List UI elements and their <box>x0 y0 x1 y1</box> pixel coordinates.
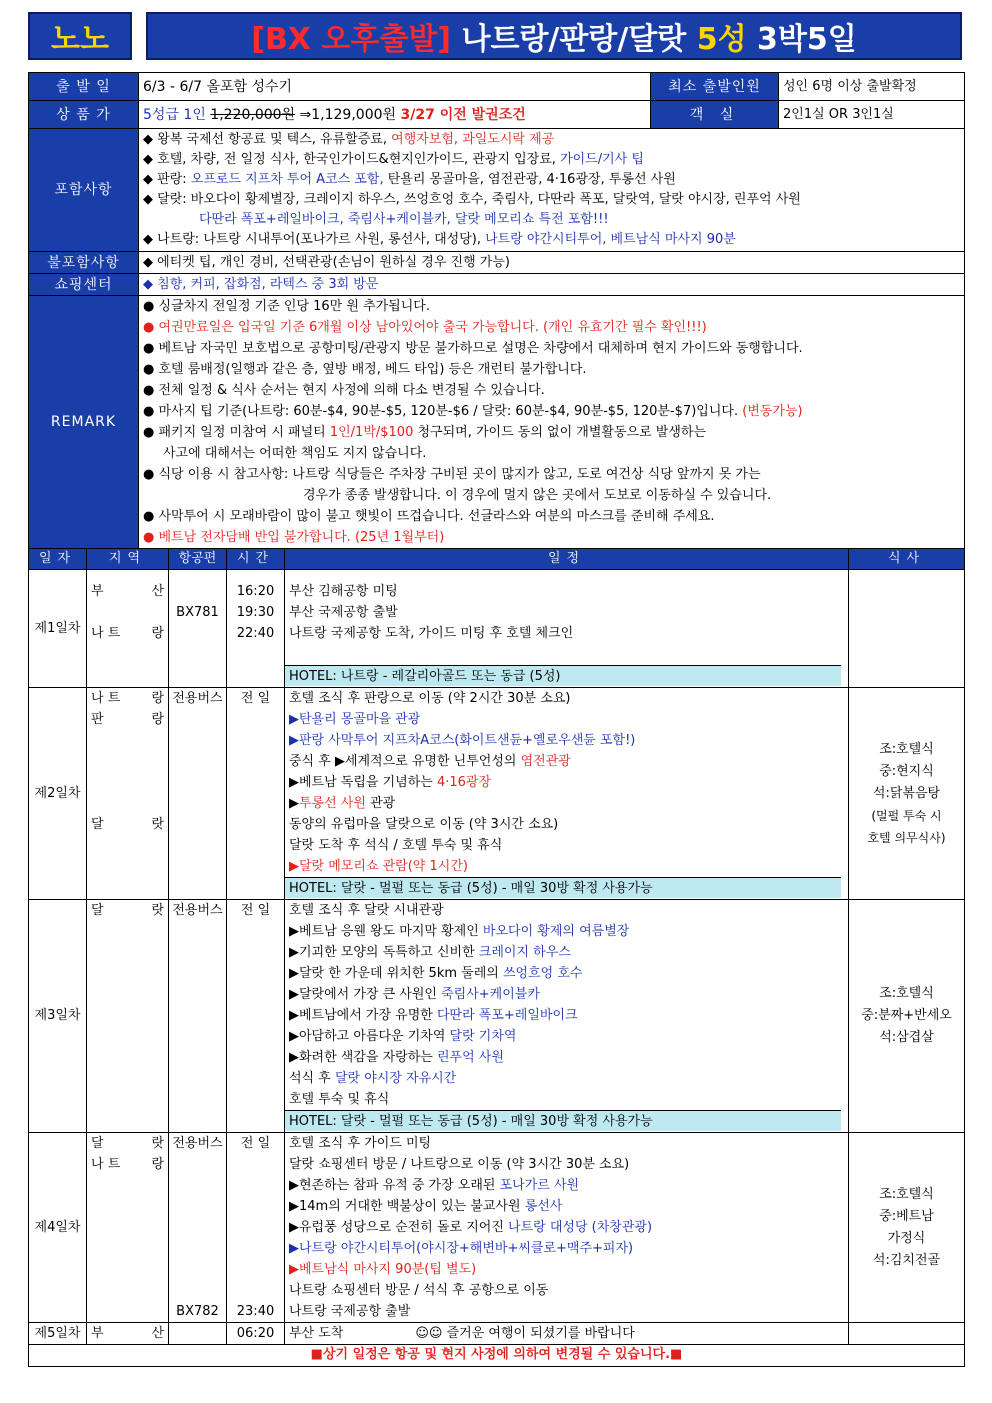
footer-notice: ■상기 일정은 항공 및 현지 사정에 의하여 변경될 수 있습니다.■ <box>29 1345 965 1367</box>
day-1-plan: 부산 김해공항 미팅 부산 국제공항 출발 나트랑 국제공항 도착, 가이드 미팅 후 호텔 체크인 HOTEL: 나트랑 - 레갈리아골드 또는 동급 (5성) <box>285 570 849 688</box>
day-2-transport: 전용버스 <box>169 688 227 900</box>
exclude-value: ◆ 에티켓 팁, 개인 경비, 선택관광(손님이 원하실 경우 진행 가능) <box>139 252 965 274</box>
day-4-row <box>29 1133 965 1323</box>
day-1-region: 부 산 나 트 랑 <box>87 570 169 688</box>
day-label: 제4일차 <box>29 1133 87 1323</box>
page-title: [BX 오후출발] 나트랑/판랑/달랏 5성 3박5일 <box>146 12 962 60</box>
day-2-meal: 조:호텔식 중:현지식 석:닭볶음탕 (멀펄 투숙 시 호텔 의무식사) <box>849 688 965 900</box>
day-1-row <box>29 570 965 688</box>
room-label: 객 실 <box>651 101 779 129</box>
day-5-time: 06:20 <box>227 1323 285 1345</box>
price-label: 상 품 가 <box>29 101 139 129</box>
minpax-value: 성인 6명 이상 출발확정 <box>779 73 965 101</box>
day-1-hotel: HOTEL: 나트랑 - 레갈리아골드 또는 동급 (5성) <box>285 665 841 686</box>
exclude-label: 불포함사항 <box>29 252 139 274</box>
day-4-region: 달 랏 나 트 랑 <box>87 1133 169 1323</box>
day-5-meal <box>849 1323 965 1345</box>
col-day: 일자 <box>29 549 87 570</box>
depart-value: 6/3 - 6/7 올포함 성수기 <box>139 73 651 101</box>
day-3-plan: 호텔 조식 후 달랏 시내관광 ▶베트남 응웬 왕도 마지막 황제인 바오다이 황제의 여름별장 ▶기괴한 모양의 독특하고 신비한 크레이지 하우스 ▶달랏 한 가운데 위치한 5km 둘레의 쓰엉흐엉 호수 ▶달랏에서 가장 큰 사원인 죽림사+케이블카 ▶베트남에서 가장 유명한 다딴라 폭포+레일바이크 ▶아담하고 아름다운 기차역 달랏 기차역 ▶화려한 색감을 자랑하는 린푸억 사원 석식 후 달랏 야시장 자유시간 호텔 투숙 및 휴식 HOTEL: 달랏 - 멀펄 또는 동급 (5성) - 매일 30방 확정 사용가능 <box>285 900 849 1133</box>
schedule-table <box>28 548 965 1367</box>
day-4-transport: 전용버스 BX782 <box>169 1133 227 1323</box>
remark-label: REMARK <box>29 296 139 549</box>
day-label: 제2일차 <box>29 688 87 900</box>
col-region: 지역 <box>87 549 169 570</box>
col-plan: 일정 <box>285 549 849 570</box>
day-5-flight <box>169 1323 227 1345</box>
day-4-time: 전 일 23:40 <box>227 1133 285 1323</box>
day-label: 제3일차 <box>29 900 87 1133</box>
include-list: ◆ 왕복 국제선 항공료 및 텍스, 유류할증료, 여행자보험, 과일도시락 제공 ◆ 호텔, 차량, 전 일정 식사, 한국인가이드&현지인가이드, 관광지 입장료, 가이드/기사 팁 ◆ 판랑: 오프로드 지프차 투어 A코스 포함, 탄욜리 몽골마을, 염전관광, 4·16광장, 투롱선 사원 ◆ 달랏: 바오다이 황제별장, 크레이지 하우스, 쓰엉흐엉 호수, 죽림사, 다딴라 폭포, 달랏역, 달랏 야시장, 린푸억 사원 다딴라 폭포+레일바이크, 죽림사+케이블카, 달랏 메모리쇼 특전 포함!!! ◆ 나트랑: 나트랑 시내투어(포나가르 사원, 롱선사, 대성당), 나트랑 야간시티투어, 베트남식 마사지 90분 <box>139 129 965 252</box>
day-4-meal: 조:호텔식 중:베트남 가정식 석:김치전골 <box>849 1133 965 1323</box>
day-2-plan: 호텔 조식 후 판랑으로 이동 (약 2시간 30분 소요) ▶탄욜리 몽골마을 관광 ▶판랑 사막투어 지프차A코스(화이트샌듄+옐로우샌듄 포함!) 중식 후 ▶세계적으로 유명한 닌투언성의 염전관광 ▶베트남 독립을 기념하는 4·16광장 ▶투롱선 사원 관광 동양의 유럽마을 달랏으로 이동 (약 3시간 소요) 달랏 도착 후 석식 / 호텔 투숙 및 휴식 ▶달랏 메모리쇼 관람(약 1시간) HOTEL: 달랏 - 멀펄 또는 동급 (5성) - 매일 30방 확정 사용가능 <box>285 688 849 900</box>
day-5-plan: 부산 도착 ☺☺ 즐거운 여행이 되셨기를 바랍니다 <box>285 1323 849 1345</box>
day-3-transport: 전용버스 <box>169 900 227 1133</box>
day-3-region: 달 랏 <box>87 900 169 1133</box>
day-label: 제1일차 <box>29 570 87 688</box>
day-2-hotel: HOTEL: 달랏 - 멀펄 또는 동급 (5성) - 매일 30방 확정 사용가능 <box>285 877 841 898</box>
info-table <box>28 72 965 549</box>
depart-label: 출 발 일 <box>29 73 139 101</box>
shopping-value: ◆ 침향, 커피, 잡화점, 라텍스 중 3회 방문 <box>139 274 965 296</box>
day-label: 제5일차 <box>29 1323 87 1345</box>
col-time: 시간 <box>227 549 285 570</box>
day-4-plan: 호텔 조식 후 가이드 미팅 달랏 쇼핑센터 방문 / 나트랑으로 이동 (약 3시간 30분 소요) ▶현존하는 참파 유적 중 가장 오래된 포나가르 사원 ▶14m의 거대한 백불상이 있는 불교사원 롱선사 ▶유럽풍 성당으로 순전히 돌로 지어진 나트랑 대성당 (차창관광) ▶나트랑 야간시티투어(야시장+해변바+씨클로+맥주+피자) ▶베트남식 마사지 90분(팁 별도) 나트랑 쇼핑센터 방문 / 석식 후 공항으로 이동 나트랑 국제공항 출발 <box>285 1133 849 1323</box>
include-label: 포함사항 <box>29 129 139 252</box>
minpax-label: 최소 출발인원 <box>651 73 779 101</box>
col-flight: 항공편 <box>169 549 227 570</box>
day-5-row <box>29 1323 965 1345</box>
day-1-meal <box>849 570 965 688</box>
day-2-time: 전 일 <box>227 688 285 900</box>
day-1-times: 16:20 19:30 22:40 <box>227 570 285 688</box>
day-2-region: 나 트 랑 판 랑 달 랏 <box>87 688 169 900</box>
day-3-time: 전 일 <box>227 900 285 1133</box>
brand-badge: 노노 <box>28 12 132 60</box>
remark-list: ● 싱글차지 전일정 기준 인당 16만 원 추가됩니다. ● 여권만료일은 입국일 기준 6개월 이상 남아있어야 출국 가능합니다. (개인 유효기간 필수 확인!!!) ● 베트남 자국민 보호법으로 공항미팅/관광지 방문 불가하므로 설명은 차량에서 대체하며 현지 가이드와 동행합니다. ● 호텔 룸배정(일행과 같은 층, 옆방 배정, 베드 타입) 등은 개런티 불가합니다. ● 전체 일정 & 식사 순서는 현지 사정에 의해 다소 변경될 수 있습니다. ● 마사지 팁 기준(나트랑: 60분-$4, 90분-$5, 120분-$6 / 달랏: 60분-$4, 90분-$5, 120분-$7)입니다. (변동가능) ● 패키지 일정 미참여 시 패널티 1인/1박/$100 청구되며, 가이드 동의 없이 개별활동으로 발생하는 사고에 대해서는 어떠한 책임도 지지 않습니다. ● 식당 이용 시 참고사항: 나트랑 식당들은 주차장 구비된 곳이 많지가 않고, 도로 여건상 식당 앞까지 못 가는 경우가 종종 발생합니다. 이 경우에 멀지 않은 곳에서 도보로 이동하실 수 있습니다. ● 사막투어 시 모래바람이 많이 불고 햇빛이 뜨겁습니다. 선글라스와 여분의 마스크를 준비해 주세요. ● 베트남 전자담배 반입 불가합니다. (25년 1월부터) <box>139 296 965 549</box>
day-2-row <box>29 688 965 900</box>
shopping-label: 쇼핑센터 <box>29 274 139 296</box>
col-meal: 식사 <box>849 549 965 570</box>
price-value: 5성급 1인 1,220,000원 ⇒1,129,000원 3/27 이전 발권조건 <box>139 101 651 129</box>
day-3-hotel: HOTEL: 달랏 - 멀펄 또는 동급 (5성) - 매일 30방 확정 사용가능 <box>285 1110 841 1131</box>
day-5-region: 부 산 <box>87 1323 169 1345</box>
day-1-flight: BX781 <box>169 570 227 688</box>
day-3-meal: 조:호텔식 중:분짜+반세오 석:삼겹살 <box>849 900 965 1133</box>
day-3-row <box>29 900 965 1133</box>
room-value: 2인1실 OR 3인1실 <box>779 101 965 129</box>
